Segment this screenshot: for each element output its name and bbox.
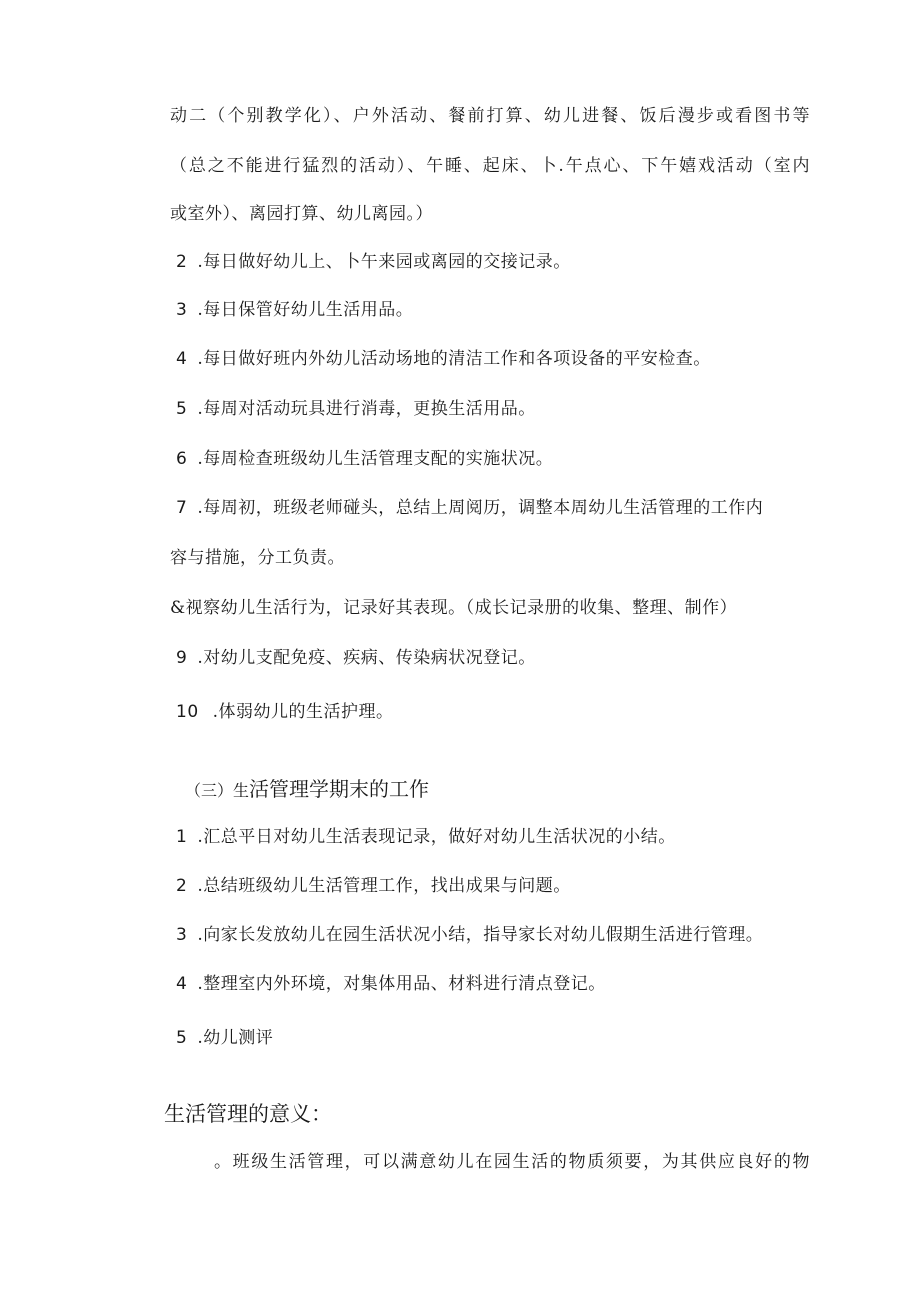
list-item-text: .整理室内外环境，对集体用品、材料进行清点登记。 xyxy=(197,974,606,994)
list-item xyxy=(170,298,413,322)
list-item-number: 3 xyxy=(176,925,188,945)
list-item-number: 4 xyxy=(176,349,188,369)
list-item xyxy=(170,250,571,274)
section-heading-term-end xyxy=(185,773,429,802)
intro-line-3: 或室外）、离园打算、幼儿离园。） xyxy=(170,204,433,224)
list-item-number: 5 xyxy=(176,1028,188,1048)
list-item-number: 3 xyxy=(176,300,188,320)
list-item-number: 4 xyxy=(176,974,188,994)
list-item xyxy=(170,596,737,620)
list-item-number: 6 xyxy=(176,449,188,469)
list-item-text: .每日做好班内外幼儿活动场地的清洁工作和各项设备的平安检查。 xyxy=(197,349,711,369)
list-item-text: .每日做好幼儿上、卜午来园或离园的交接记录。 xyxy=(197,252,571,272)
section-heading-main: 活管理学期末的工作 xyxy=(249,777,430,801)
list-item xyxy=(170,397,536,421)
list-item-text: .对幼儿支配免疫、疾病、传染病状况登记。 xyxy=(197,648,536,668)
list-item-text: .每周对活动玩具进行消毒，更换生活用品。 xyxy=(197,399,536,419)
list-item-text: .每周检查班级幼儿生活管理支配的实施状况。 xyxy=(197,449,554,469)
list-item-number: 9 xyxy=(176,648,188,668)
section-heading-meaning: 生活管理的意义： xyxy=(164,1102,332,1126)
list-item-text: .总结班级幼儿生活管理工作，找出成果与问题。 xyxy=(197,876,571,896)
list-item-text: .体弱幼儿的生活护理。 xyxy=(212,702,394,722)
list-item-text: .每周初，班级老师碰头，总结上周阅历，调整本周幼儿生活管理的工作内 xyxy=(197,498,764,518)
list-item xyxy=(170,700,394,724)
section-heading-prefix: （三）生 xyxy=(185,781,250,800)
list-item xyxy=(170,496,763,520)
list-item xyxy=(170,447,553,471)
list-item-number: 7 xyxy=(176,498,188,518)
list-item-number: 2 xyxy=(176,876,188,896)
list-item-text: .汇总平日对幼儿生活表现记录，做好对幼儿生活状况的小结。 xyxy=(197,827,676,847)
intro-line-1: 动二（个别教学化）、户外活动、餐前打算、幼儿进餐、饭后漫步或看图书等 xyxy=(170,106,810,126)
list-item-number: 5 xyxy=(176,399,188,419)
list-item xyxy=(170,874,571,898)
list-item-number: 1 xyxy=(176,827,188,847)
list-item-text: .幼儿测评 xyxy=(197,1028,274,1048)
list-item xyxy=(170,1026,273,1050)
list-item xyxy=(170,646,536,670)
list-item xyxy=(170,923,763,947)
intro-line-2: （总之不能进行猛烈的活动）、午睡、起床、卜.午点心、下午嬉戏活动（室内 xyxy=(170,156,810,176)
list-item-number: 2 xyxy=(176,252,188,272)
list-item-text: .每日保管好幼儿生活用品。 xyxy=(197,300,414,320)
list-item xyxy=(170,825,676,849)
meaning-paragraph-line-1: 。班级生活管理，可以满意幼儿在园生活的物质须要，为其供应良好的物 xyxy=(214,1152,810,1172)
list-item xyxy=(170,347,711,371)
list-item-text: .向家长发放幼儿在园生活状况小结，指导家长对幼儿假期生活进行管理。 xyxy=(197,925,764,945)
list-item xyxy=(170,972,606,996)
list-item-text: &视察幼儿生活行为，记录好其表现。（成长记录册的收集、整理、制作） xyxy=(170,598,738,618)
list-item-number: 10 xyxy=(176,702,199,722)
list-item-continuation: 容与措施，分工负责。 xyxy=(170,548,345,568)
